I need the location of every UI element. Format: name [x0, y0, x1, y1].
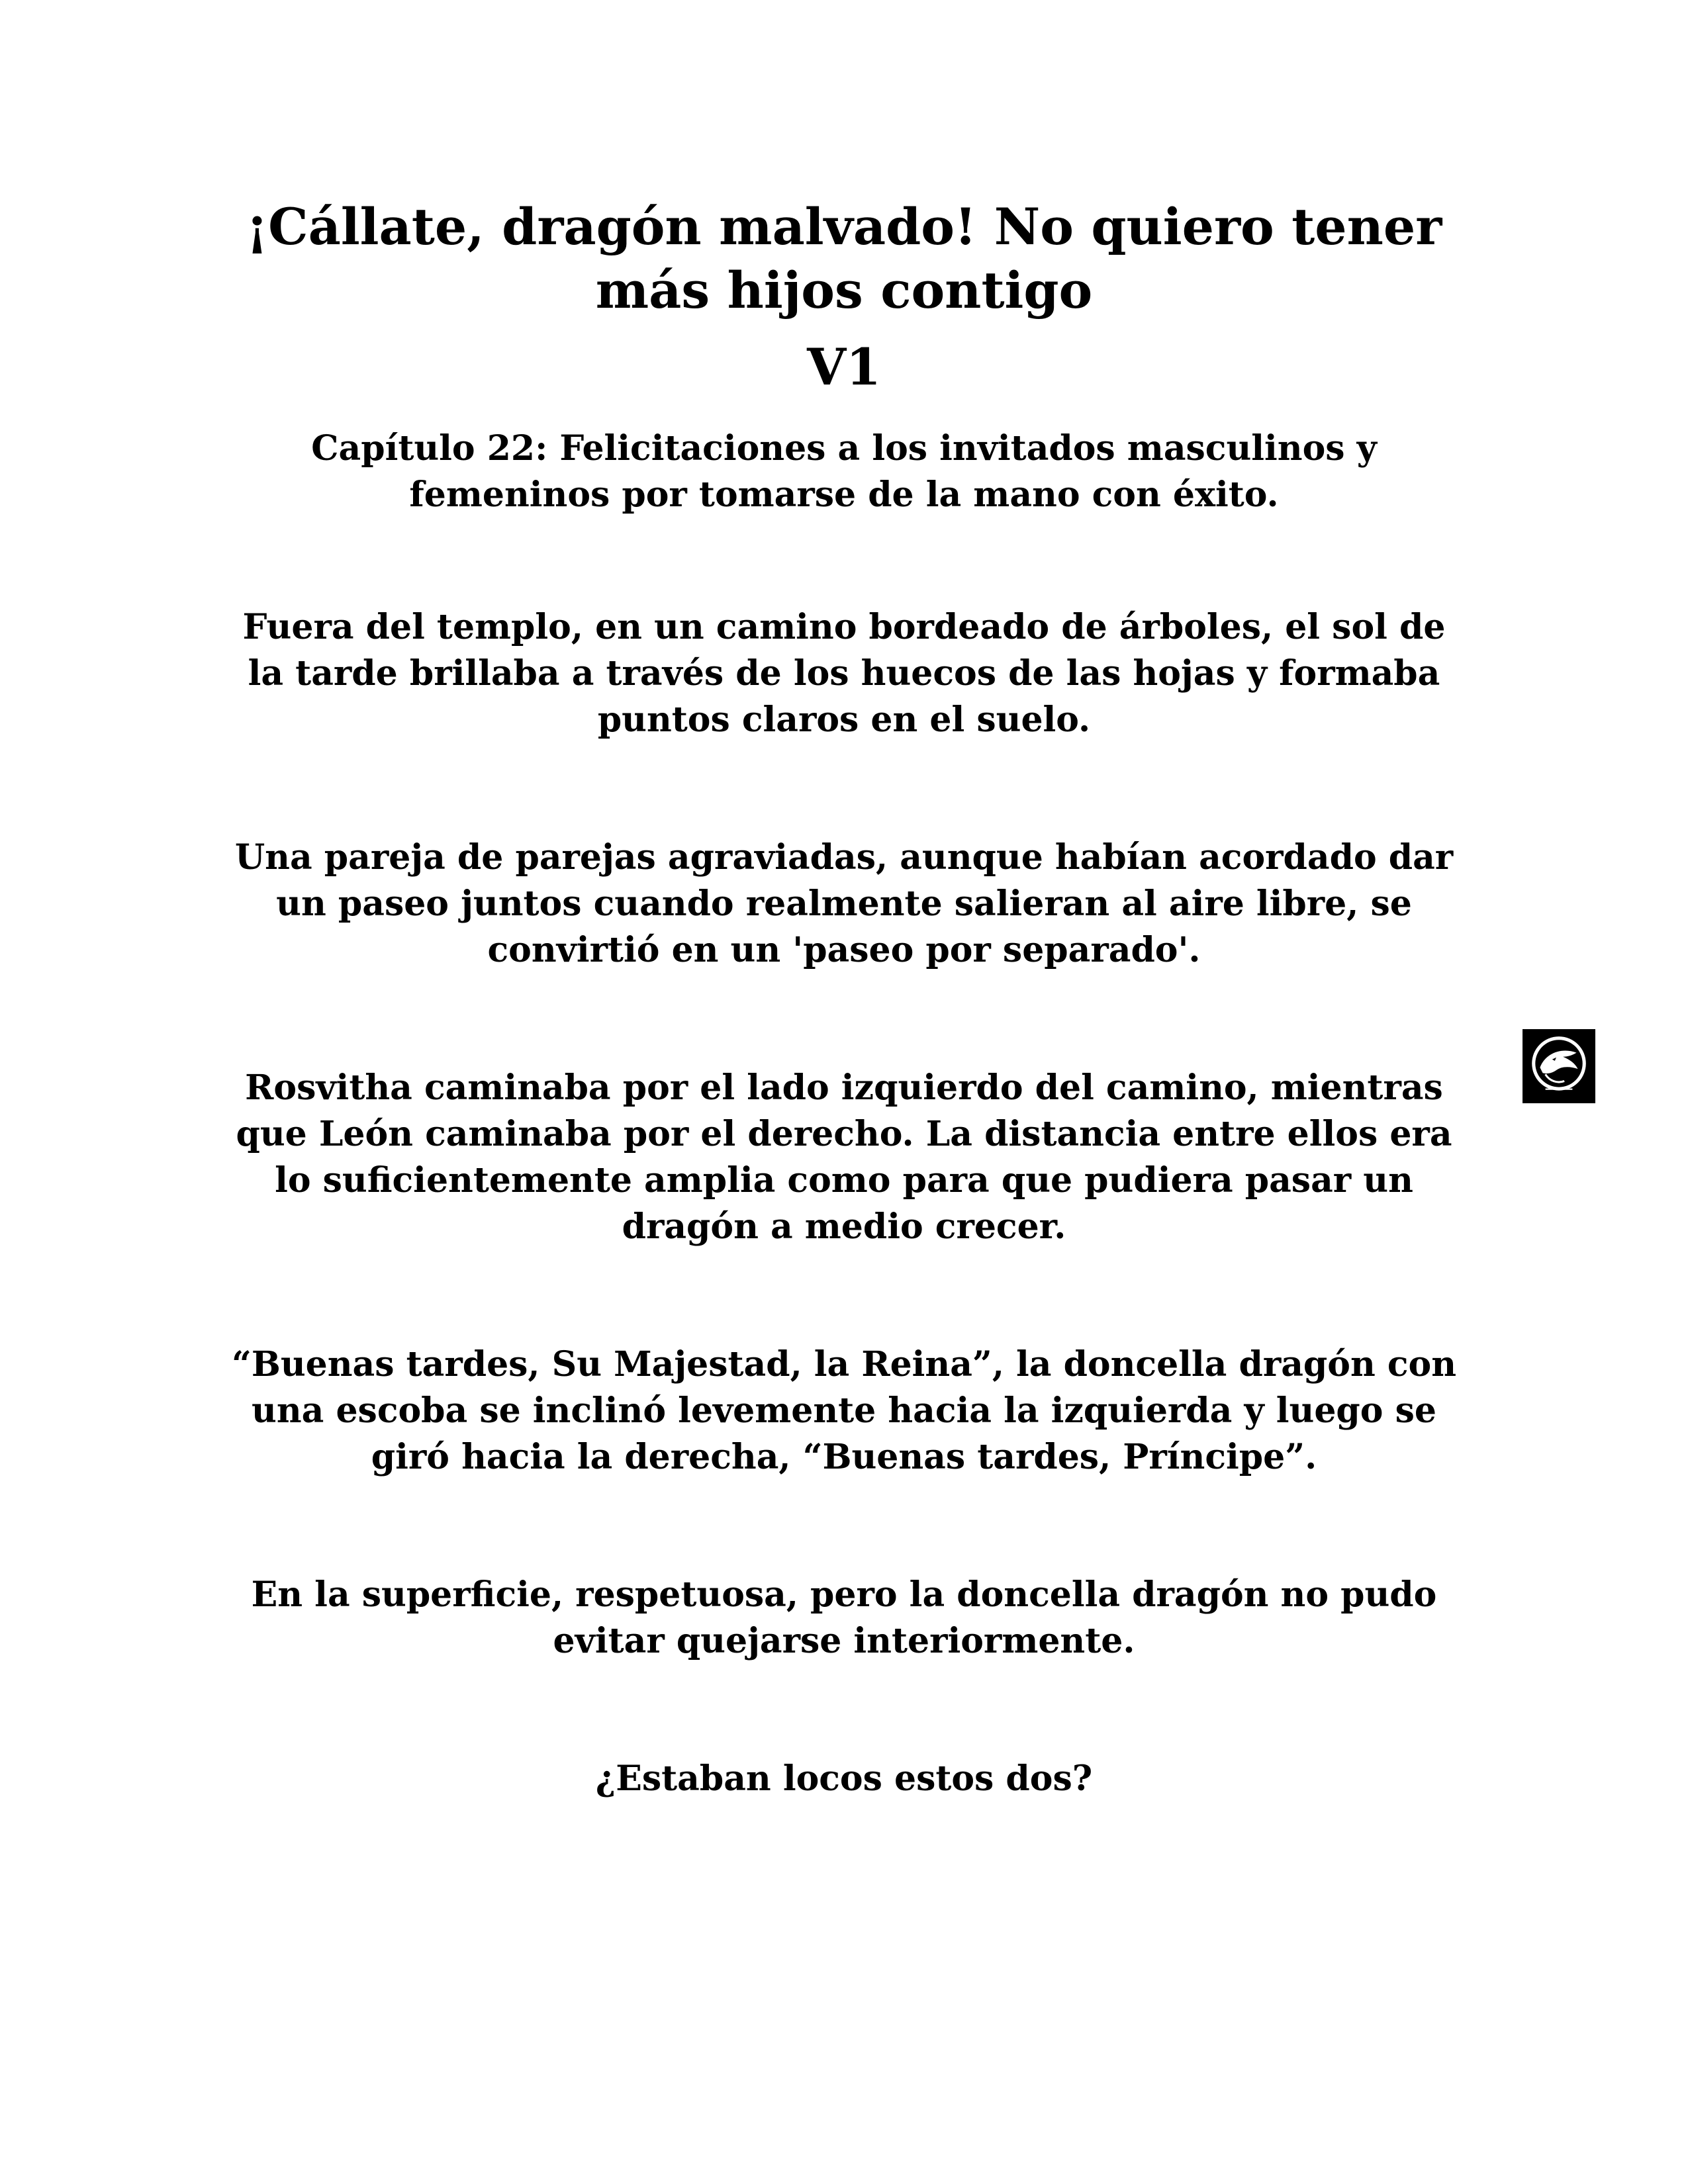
- dragon-logo-graphic: [1525, 1032, 1593, 1101]
- volume-label: V1: [807, 338, 881, 396]
- document-title: ¡Cállate, dragón malvado! No quiero tener más hijos contigo: [246, 197, 1442, 320]
- paragraph: “Buenas tardes, Su Majestad, la Reina”, la doncella dragón con una escoba se inclinó levemente hacia la izquierda y luego se giró hacia la derecha, “Buenas tardes, Príncipe”.: [231, 1344, 1457, 1477]
- dragon-logo-icon: [1523, 1029, 1595, 1103]
- paragraph: Fuera del templo, en un camino bordeado de árboles, el sol de la tarde brillaba a través de los huecos de las hojas y formaba puntos claros en el suelo.: [242, 607, 1446, 740]
- chapter-heading: Capítulo 22: Felicitaciones a los invitados masculinos y femeninos por tomarse de la mano con éxito.: [311, 428, 1377, 515]
- paragraph: Rosvitha caminaba por el lado izquierdo del camino, mientras que León caminaba por el derecho. La distancia entre ellos era lo suficientemente amplia como para que pudiera pasar un dragón a medio crecer.: [236, 1068, 1452, 1247]
- paragraph: ¿Estaban locos estos dos?: [595, 1758, 1093, 1799]
- paragraph: Una pareja de parejas agraviadas, aunque habían acordado dar un paseo juntos cuando realmente salieran al aire libre, se convirtió en un 'paseo por separado'.: [234, 837, 1454, 970]
- paragraph: En la superficie, respetuosa, pero la doncella dragón no pudo evitar quejarse interiormente.: [251, 1574, 1437, 1661]
- document-body: [225, 195, 1463, 1802]
